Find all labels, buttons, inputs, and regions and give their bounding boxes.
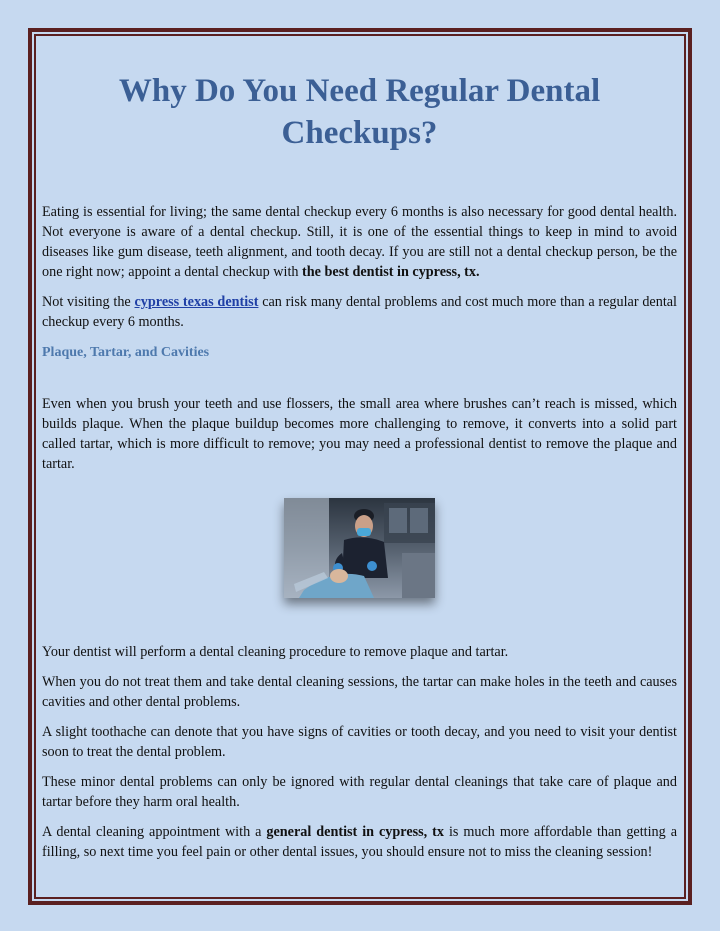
minor-problems-paragraph: These minor dental problems can only be ignored with regular dental cleanings that take care of plaque and tartar before they harm oral health.	[42, 774, 677, 810]
photo-container	[42, 498, 677, 598]
dentist-photo-illustration	[284, 498, 435, 598]
p8-before: A dental cleaning appointment with a	[42, 824, 267, 840]
section-heading: Plaque, Tartar, and Cavities	[42, 345, 210, 360]
appointment-paragraph	[42, 822, 677, 862]
dentist-link-paragraph	[42, 292, 677, 332]
dentist-photo	[284, 498, 435, 598]
cypress-dentist-link[interactable]: cypress texas dentist	[134, 294, 259, 310]
intro-bold-text: the best dentist in cypress, tx.	[302, 264, 480, 280]
intro-paragraph	[42, 202, 677, 282]
p2-before: Not visiting the	[42, 294, 135, 310]
p8-after: is much more affordable than getting a filling, so next time you feel pain or other dental issues, you should ensure not to miss the cleaning session!	[42, 824, 678, 860]
toothache-paragraph: A slight toothache can denote that you have signs of cavities or tooth decay, and you need to visit your dentist soon to treat the dental problem.	[42, 724, 677, 760]
plaque-paragraph: Even when you brush your teeth and use flossers, the small area where brushes can’t reach is missed, which builds plaque. When the plaque buildup becomes more challenging to remove, it converts into a solid part called tartar, which is more difficult to remove; you may need a professional dentist to remove the plaque and tartar.	[42, 396, 677, 472]
cavities-paragraph: When you do not treat them and take dental cleaning sessions, the tartar can make holes in the teeth and causes cavities and other dental problems.	[42, 674, 677, 710]
intro-text: Eating is essential for living; the same dental checkup every 6 months is also necessary for good dental health. Not everyone is aware of a dental checkup. Still, it is one of the essential things to keep in mind to avoid diseases like gum disease, teeth alignment, and tooth decay. If you are still not a dental checkup person, be the one right now; appoint a dental checkup with	[42, 204, 677, 280]
general-dentist-bold: general dentist in cypress, tx	[266, 824, 444, 840]
cleaning-section	[42, 642, 677, 862]
article	[42, 70, 677, 872]
p2-after: can risk many dental problems and cost much more than a regular dental checkup every 6 months.	[42, 294, 677, 330]
cleaning-paragraph: Your dentist will perform a dental cleaning procedure to remove plaque and tartar.	[42, 644, 509, 660]
page-title: Why Do You Need Regular Dental Checkups?	[118, 73, 601, 151]
